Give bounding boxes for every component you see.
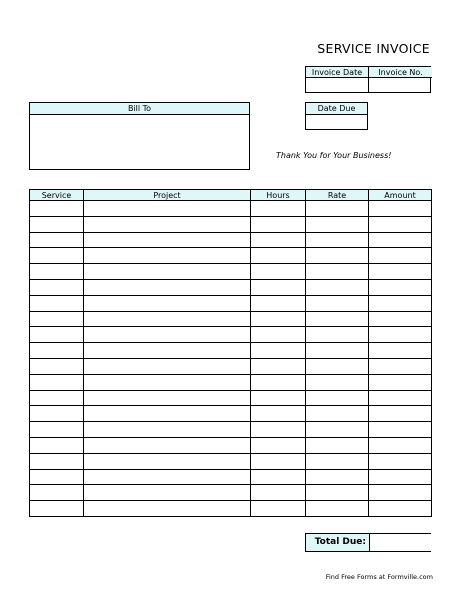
service-cell[interactable] bbox=[30, 295, 84, 311]
project-cell[interactable] bbox=[84, 295, 251, 311]
amount-cell[interactable] bbox=[369, 343, 432, 359]
hours-cell[interactable] bbox=[251, 437, 306, 453]
rate-cell[interactable] bbox=[306, 216, 369, 232]
table-row bbox=[30, 437, 432, 453]
project-cell[interactable] bbox=[84, 201, 251, 217]
service-cell[interactable] bbox=[30, 327, 84, 343]
project-cell[interactable] bbox=[84, 422, 251, 438]
project-cell[interactable] bbox=[84, 437, 251, 453]
table-row bbox=[30, 216, 432, 232]
rate-cell[interactable] bbox=[306, 374, 369, 390]
service-cell[interactable] bbox=[30, 437, 84, 453]
table-row bbox=[30, 469, 432, 485]
amount-cell[interactable] bbox=[369, 422, 432, 438]
project-cell[interactable] bbox=[84, 406, 251, 422]
hours-cell[interactable] bbox=[251, 279, 306, 295]
hours-cell[interactable] bbox=[251, 374, 306, 390]
hours-cell[interactable] bbox=[251, 406, 306, 422]
total-due-label: Total Due: bbox=[314, 537, 366, 547]
table-header-row bbox=[30, 190, 432, 201]
service-cell[interactable] bbox=[30, 264, 84, 280]
service-cell[interactable] bbox=[30, 311, 84, 327]
service-cell[interactable] bbox=[30, 390, 84, 406]
rate-cell[interactable] bbox=[306, 485, 369, 501]
rate-cell[interactable] bbox=[306, 279, 369, 295]
hours-cell[interactable] bbox=[251, 358, 306, 374]
table-row bbox=[30, 343, 432, 359]
invoice-no-label: Invoice No. bbox=[369, 67, 432, 78]
amount-cell[interactable] bbox=[369, 327, 432, 343]
service-cell[interactable] bbox=[30, 201, 84, 217]
rate-cell[interactable] bbox=[306, 311, 369, 327]
rate-cell[interactable] bbox=[306, 232, 369, 248]
rate-cell[interactable] bbox=[306, 358, 369, 374]
service-cell[interactable] bbox=[30, 279, 84, 295]
project-cell[interactable] bbox=[84, 390, 251, 406]
hours-cell[interactable] bbox=[251, 264, 306, 280]
project-cell[interactable] bbox=[84, 374, 251, 390]
project-cell[interactable] bbox=[84, 264, 251, 280]
hours-cell[interactable] bbox=[251, 469, 306, 485]
amount-cell[interactable] bbox=[369, 264, 432, 280]
hours-cell[interactable] bbox=[251, 343, 306, 359]
rate-cell[interactable] bbox=[306, 390, 369, 406]
table-row bbox=[30, 485, 432, 501]
column-header-service: Service bbox=[30, 190, 84, 201]
amount-cell[interactable] bbox=[369, 358, 432, 374]
table-row bbox=[30, 311, 432, 327]
project-cell[interactable] bbox=[84, 469, 251, 485]
rate-cell[interactable] bbox=[306, 264, 369, 280]
invoice-date-field[interactable] bbox=[306, 78, 369, 92]
amount-cell[interactable] bbox=[369, 485, 432, 501]
hours-cell[interactable] bbox=[251, 232, 306, 248]
service-cell[interactable] bbox=[30, 358, 84, 374]
project-cell[interactable] bbox=[84, 453, 251, 469]
service-cell[interactable] bbox=[30, 216, 84, 232]
column-header-rate: Rate bbox=[306, 190, 369, 201]
bill-to-box bbox=[29, 102, 250, 170]
project-cell[interactable] bbox=[84, 485, 251, 501]
table-row bbox=[30, 390, 432, 406]
rate-cell[interactable] bbox=[306, 469, 369, 485]
hours-cell[interactable] bbox=[251, 295, 306, 311]
service-cell[interactable] bbox=[30, 374, 84, 390]
project-cell[interactable] bbox=[84, 248, 251, 264]
invoice-no-field[interactable] bbox=[369, 78, 432, 92]
table-row bbox=[30, 295, 432, 311]
amount-cell[interactable] bbox=[369, 501, 432, 517]
hours-cell[interactable] bbox=[251, 422, 306, 438]
rate-cell[interactable] bbox=[306, 437, 369, 453]
amount-cell[interactable] bbox=[369, 216, 432, 232]
amount-cell[interactable] bbox=[369, 201, 432, 217]
table-row bbox=[30, 327, 432, 343]
table-row bbox=[30, 374, 432, 390]
hours-cell[interactable] bbox=[251, 327, 306, 343]
table-row bbox=[30, 501, 432, 517]
project-cell[interactable] bbox=[84, 279, 251, 295]
column-header-hours: Hours bbox=[251, 190, 306, 201]
date-due-box bbox=[305, 102, 368, 130]
rate-cell[interactable] bbox=[306, 501, 369, 517]
thank-you-message: Thank You for Your Business! bbox=[276, 151, 392, 160]
service-cell[interactable] bbox=[30, 453, 84, 469]
rate-cell[interactable] bbox=[306, 453, 369, 469]
table-row bbox=[30, 264, 432, 280]
table-body bbox=[30, 201, 432, 517]
column-header-project: Project bbox=[84, 190, 251, 201]
service-cell[interactable] bbox=[30, 232, 84, 248]
amount-cell[interactable] bbox=[369, 295, 432, 311]
project-cell[interactable] bbox=[84, 232, 251, 248]
amount-cell[interactable] bbox=[369, 469, 432, 485]
hours-cell[interactable] bbox=[251, 216, 306, 232]
service-cell[interactable] bbox=[30, 485, 84, 501]
amount-cell[interactable] bbox=[369, 279, 432, 295]
table-row bbox=[30, 422, 432, 438]
rate-cell[interactable] bbox=[306, 248, 369, 264]
table-row bbox=[30, 201, 432, 217]
table-row bbox=[30, 232, 432, 248]
table-row bbox=[30, 453, 432, 469]
column-header-amount: Amount bbox=[369, 190, 432, 201]
hours-cell[interactable] bbox=[251, 501, 306, 517]
project-cell[interactable] bbox=[84, 311, 251, 327]
project-cell[interactable] bbox=[84, 343, 251, 359]
hours-cell[interactable] bbox=[251, 453, 306, 469]
amount-cell[interactable] bbox=[369, 453, 432, 469]
bill-to-field[interactable] bbox=[30, 115, 249, 169]
hours-cell[interactable] bbox=[251, 248, 306, 264]
date-due-label: Date Due bbox=[306, 103, 367, 115]
rate-cell[interactable] bbox=[306, 327, 369, 343]
table-row bbox=[30, 406, 432, 422]
project-cell[interactable] bbox=[84, 216, 251, 232]
hours-cell[interactable] bbox=[251, 390, 306, 406]
service-cell[interactable] bbox=[30, 501, 84, 517]
rate-cell[interactable] bbox=[306, 295, 369, 311]
project-cell[interactable] bbox=[84, 501, 251, 517]
service-cell[interactable] bbox=[30, 469, 84, 485]
table-row bbox=[30, 358, 432, 374]
total-due-box bbox=[305, 533, 431, 552]
amount-cell[interactable] bbox=[369, 390, 432, 406]
service-cell[interactable] bbox=[30, 248, 84, 264]
rate-cell[interactable] bbox=[306, 406, 369, 422]
hours-cell[interactable] bbox=[251, 201, 306, 217]
project-cell[interactable] bbox=[84, 358, 251, 374]
invoice-date-label: Invoice Date bbox=[306, 67, 369, 78]
total-due-field[interactable] bbox=[369, 534, 432, 551]
service-cell[interactable] bbox=[30, 343, 84, 359]
service-cell[interactable] bbox=[30, 422, 84, 438]
amount-cell[interactable] bbox=[369, 406, 432, 422]
amount-cell[interactable] bbox=[369, 248, 432, 264]
amount-cell[interactable] bbox=[369, 311, 432, 327]
amount-cell[interactable] bbox=[369, 374, 432, 390]
bill-to-label: Bill To bbox=[30, 103, 249, 115]
rate-cell[interactable] bbox=[306, 201, 369, 217]
footer-credit: Find Free Forms at Formville.com bbox=[325, 573, 433, 581]
amount-cell[interactable] bbox=[369, 437, 432, 453]
hours-cell[interactable] bbox=[251, 485, 306, 501]
date-due-field[interactable] bbox=[306, 115, 367, 129]
hours-cell[interactable] bbox=[251, 311, 306, 327]
project-cell[interactable] bbox=[84, 327, 251, 343]
invoice-title: SERVICE INVOICE bbox=[317, 41, 430, 56]
amount-cell[interactable] bbox=[369, 232, 432, 248]
service-items-table bbox=[29, 189, 431, 517]
invoice-info-box bbox=[305, 66, 431, 93]
table-row bbox=[30, 279, 432, 295]
table-row bbox=[30, 248, 432, 264]
rate-cell[interactable] bbox=[306, 422, 369, 438]
service-cell[interactable] bbox=[30, 406, 84, 422]
rate-cell[interactable] bbox=[306, 343, 369, 359]
